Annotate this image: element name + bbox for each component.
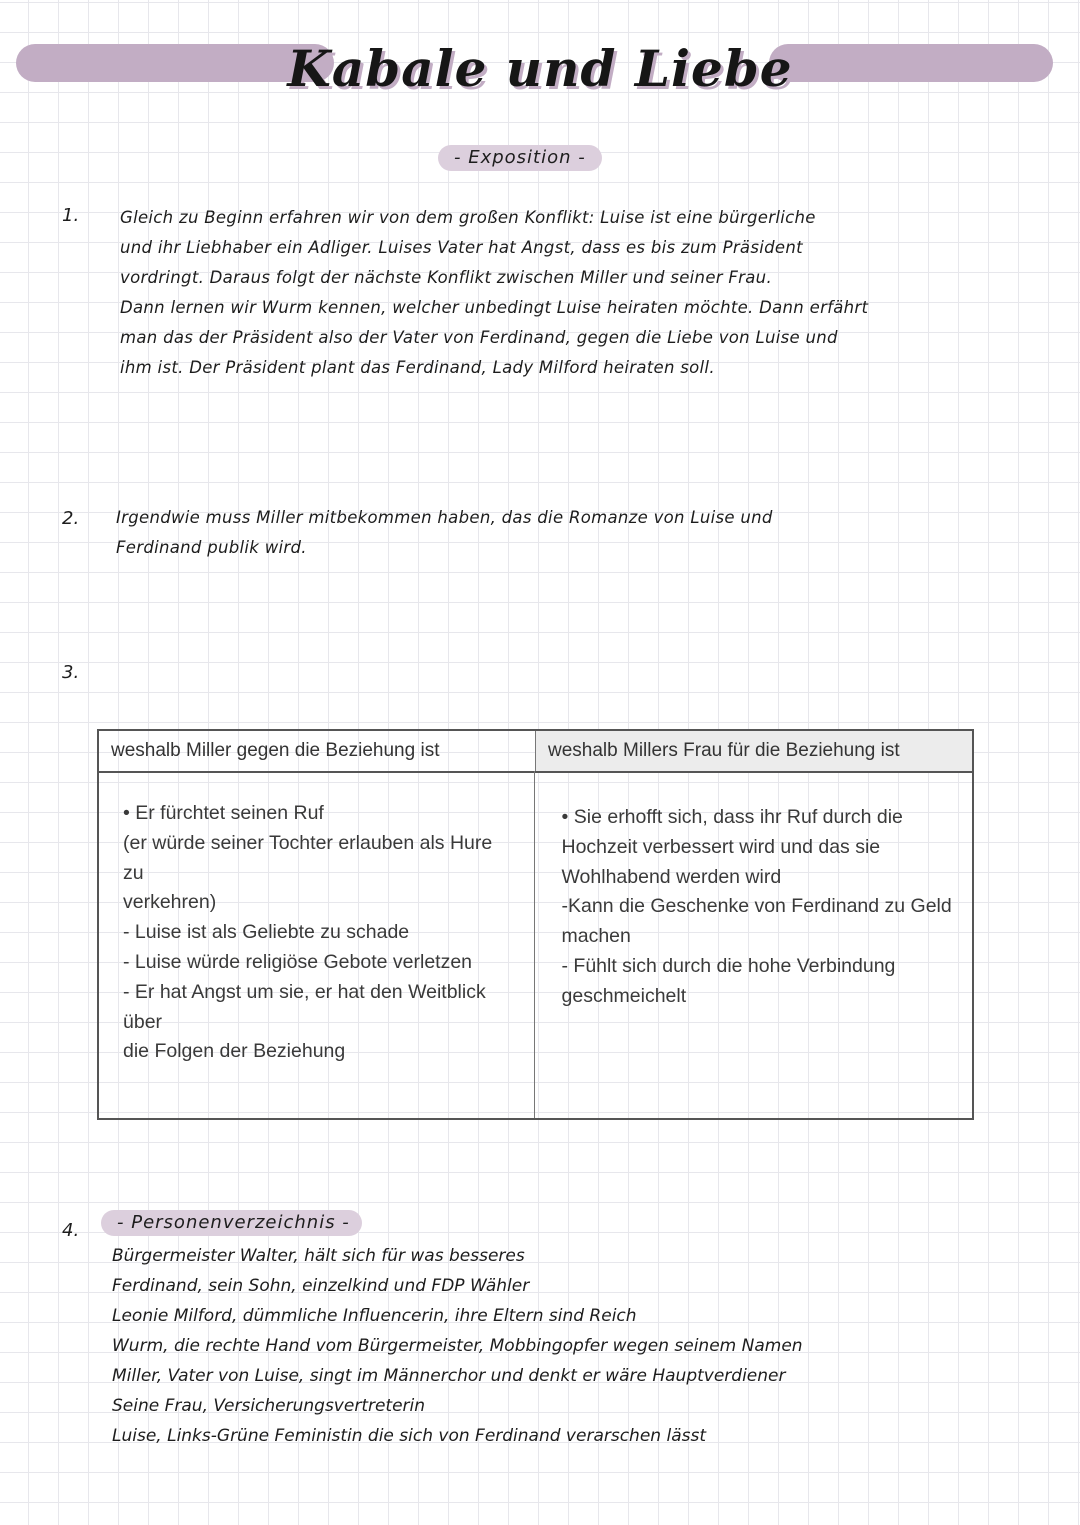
table-cell-line: Wohlhabend werden wird: [561, 865, 782, 888]
item-number-2: 2.: [62, 508, 80, 529]
table-cell-line: (er würde seiner Tochter erlauben als Hure zu: [123, 831, 493, 884]
list-item: Wurm, die rechte Hand vom Bürgermeister, Mobbingopfer wegen seinem Namen: [112, 1336, 803, 1356]
item-1-line: man das der Präsident also der Vater von Ferdinand, gegen die Liebe von Luise und: [120, 328, 838, 347]
item-1-line: vordringt. Daraus folgt der nächste Konflikt zwischen Miller und seiner Frau.: [120, 268, 772, 287]
table-cell-line: • Er fürchtet seinen Ruf: [123, 802, 324, 824]
section-label-text: Exposition: [468, 147, 572, 168]
table-cell-line: verkehren): [123, 891, 217, 914]
page-title: Kabale und Liebe: [287, 39, 793, 98]
section-label-exposition: - Exposition -: [438, 145, 602, 171]
table-header-left: weshalb Miller gegen die Beziehung ist: [111, 740, 440, 761]
table-cell-left: [99, 771, 534, 1118]
item-2-text: [116, 503, 966, 563]
item-1-line: ihm ist. Der Präsident plant das Ferdinand, Lady Milford heiraten soll.: [120, 358, 715, 377]
table-cell-line: geschmeichelt: [561, 984, 687, 1007]
item-1-line: Gleich zu Beginn erfahren wir von dem großen Konflikt: Luise ist eine bürgerliche: [120, 208, 816, 227]
table-cell-right: [534, 771, 973, 1118]
item-2-line: Ferdinand publik wird.: [116, 538, 307, 557]
table-cell-line: • Sie erhofft sich, dass ihr Ruf durch die: [561, 806, 903, 828]
table-cell-line: - Luise würde religiöse Gebote verletzen: [123, 950, 473, 973]
table-cell-line: machen: [561, 925, 631, 948]
persons-label-text: Personenverzeichnis: [131, 1212, 336, 1233]
item-number-3: 3.: [62, 662, 80, 683]
list-item: Bürgermeister Walter, hält sich für was besseres: [112, 1246, 525, 1266]
persons-list: [112, 1241, 992, 1451]
table-header-row: [99, 731, 972, 773]
table-cell-line: - Luise ist als Geliebte zu schade: [123, 921, 410, 944]
table-cell-line: Hochzeit verbessert wird und das sie: [561, 835, 881, 858]
list-item: Seine Frau, Versicherungsvertreterin: [112, 1396, 426, 1416]
comparison-table: [97, 729, 974, 1120]
list-item: Luise, Links-Grüne Feministin die sich von Ferdinand verarschen lässt: [112, 1426, 706, 1446]
table-cell-line: -Kann die Geschenke von Ferdinand zu Geld: [561, 895, 952, 918]
list-item: Leonie Milford, dümmliche Influencerin, ihre Eltern sind Reich: [112, 1306, 637, 1326]
section-label-personenverzeichnis: - Personenverzeichnis -: [101, 1210, 362, 1236]
item-number-1: 1.: [62, 205, 80, 226]
item-number-4: 4.: [62, 1220, 80, 1241]
table-header-right: weshalb Millers Frau für die Beziehung ist: [535, 731, 972, 771]
table-cell-line: - Er hat Angst um sie, er hat den Weitblick über: [123, 980, 486, 1033]
table-cell-line: die Folgen der Beziehung: [123, 1040, 346, 1063]
item-1-text: [120, 203, 970, 383]
table-body-row: [99, 771, 972, 1118]
list-item: Ferdinand, sein Sohn, einzelkind und FDP Wähler: [112, 1276, 530, 1296]
list-item: Miller, Vater von Luise, singt im Männerchor und denkt er wäre Hauptverdiener: [112, 1366, 786, 1386]
item-1-line: Dann lernen wir Wurm kennen, welcher unbedingt Luise heiraten möchte. Dann erfährt: [120, 298, 869, 317]
table-cell-line: - Fühlt sich durch die hohe Verbindung: [561, 954, 896, 977]
item-2-line: Irgendwie muss Miller mitbekommen haben, das die Romanze von Luise und: [116, 508, 773, 527]
item-1-line: und ihr Liebhaber ein Adliger. Luises Vater hat Angst, dass es bis zum Präsident: [120, 238, 803, 257]
